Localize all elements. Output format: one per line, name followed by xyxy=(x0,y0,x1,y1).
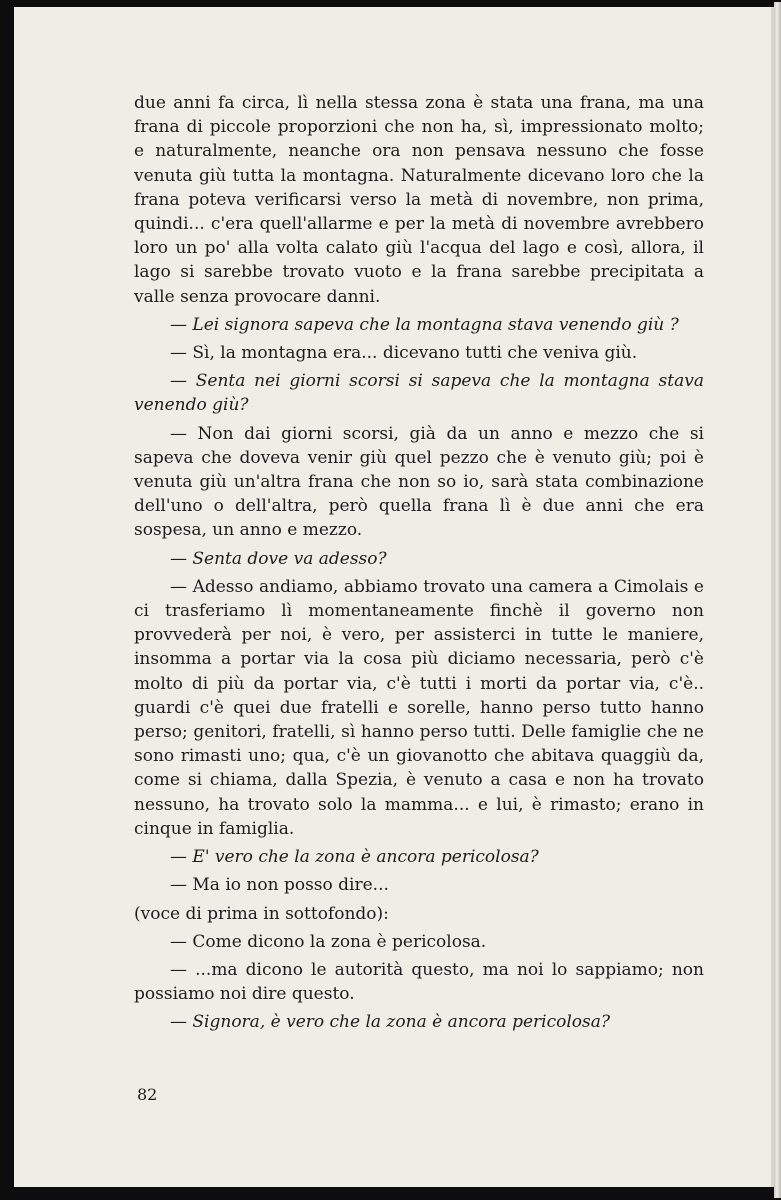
paragraph-question: — E' vero che la zona è ancora pericolosa? xyxy=(170,847,539,868)
paragraph-narrative: due anni fa circa, lì nella stessa zona è stata una frana, ma una frana di piccole proporzioni che non ha, sì, impressionato molto; e naturalmente, neanche ora non pensava nessuno che fosse venuta giù tutta la montagna. Naturalmente dicevano loro che la frana poteva verificarsi verso la metà di novembre, non prima, quindi... c'era quell'allarme e per la metà di novembre avrebbero loro un po' alla volta calato giù l'acqua del lago e così, allora, il lago si sarebbe trovato vuoto e la frana sarebbe precipitata a valle senza provocare danni. xyxy=(134,93,704,307)
paragraph-answer: — Sì, la montagna era... dicevano tutti che veniva giù. xyxy=(170,343,638,364)
paragraph-answer: — Non dai giorni scorsi, già da un anno e mezzo che si sapeva che doveva venir giù quel pezzo che è venuto giù; poi è venuta giù un'altra frana che non so io, sarà stata combinazione dell'uno o dell'altra, però quella frana lì è due anni che era sospesa, un anno e mezzo. xyxy=(134,423,704,541)
paragraph-question: — Lei signora sapeva che la montagna stava venendo giù ? xyxy=(170,314,679,335)
paragraph-question: — Senta dove va adesso? xyxy=(170,548,387,569)
paragraph-question: — Signora, è vero che la zona è ancora pericolosa? xyxy=(170,1012,610,1033)
page-edge-shadow xyxy=(774,2,781,1198)
paragraph-answer: — ...ma dicono le autorità questo, ma noi lo sappiamo; non possiamo noi dire questo. xyxy=(134,959,704,1005)
paragraph-answer: — Come dicono la zona è pericolosa. xyxy=(170,931,487,952)
paragraph-answer: — Ma io non posso dire... xyxy=(170,875,389,896)
paragraph-question: — Senta nei giorni scorsi si sapeva che la montagna stava venendo giù? xyxy=(134,371,704,416)
book-page xyxy=(14,7,774,1187)
paragraph-stage-direction: (voce di prima in sottofondo): xyxy=(134,903,389,924)
page-number: 82 xyxy=(137,1085,158,1104)
paragraph-answer: — Adesso andiamo, abbiamo trovato una camera a Cimolais e ci trasferiamo lì momentaneamente finchè il governo non provvederà per noi, è vero, per assisterci in tutte le maniere, insomma a portar via la cosa più diciamo necessaria, però c'è molto di più da portar via, c'è tutti i morti da portar via, c'è.. guardi c'è quei due fratelli e sorelle, hanno perso tutto hanno perso; genitori, fratelli, sì hanno perso tutti. Delle famiglie che ne sono rimasti uno; qua, c'è un giovanotto che abitava quaggiù da, come si chiama, dalla Spezia, è venuto a casa e non ha trovato nessuno, ha trovato solo la mamma... e lui, è rimasto; erano in cinque in famiglia. xyxy=(134,576,704,839)
page-body-text xyxy=(134,91,704,1039)
